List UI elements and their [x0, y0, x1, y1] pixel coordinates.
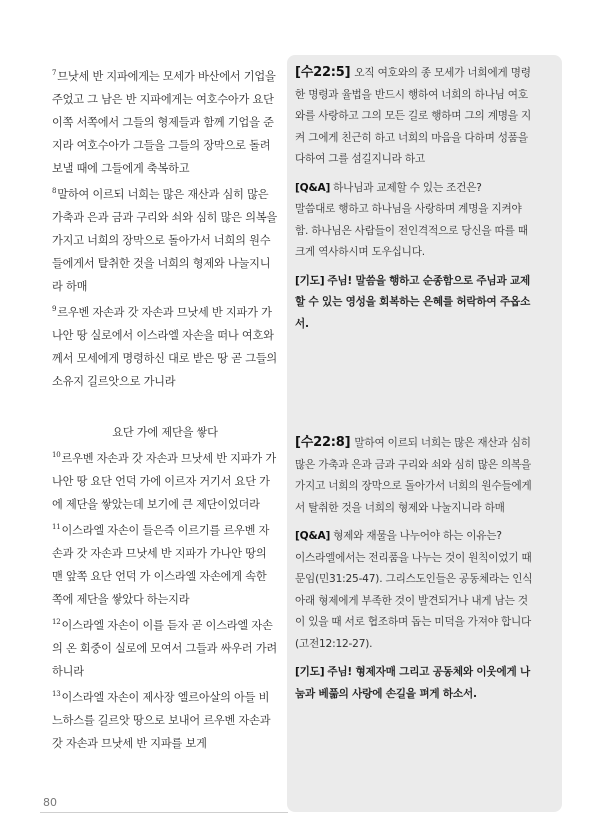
section-title: 요단 가에 제단을 쌓다: [112, 426, 218, 439]
verse-text: 르우벤 자손과 갓 자손과 므낫세 반 지파가 가나안 땅 실로에서 이스라엘 자손을 떠나 여호와께서 모세에게 명령하신 대로 받은 땅 곧 그들의 소유지 길르앗으로 가니라: [52, 306, 278, 388]
verse-7: [52, 62, 278, 180]
prayer-text: 주님! 형제자매 그리고 공동체와 이웃에게 나눔과 베풂의 사랑에 손길을 펴게 하소서.: [295, 666, 531, 700]
qa-tag: [Q&A]: [295, 181, 331, 194]
verse-note: [295, 432, 535, 519]
footer-divider: [40, 812, 288, 813]
qa-answer: 이스라엘에서는 전리품을 나누는 것이 원칙이었기 때문임(민31:25-47). 그리스도인들은 공동체라는 인식 아래 형제에게 부족한 것이 발견되거나 내게 남는 것이 있을 때 서로 협조하며 돕는 미덕을 가져야 합니다(고전12:12-27).: [295, 551, 533, 650]
qa-question: 하나님과 교제할 수 있는 조건은?: [333, 181, 482, 194]
verse-text: 르우벤 자손과 갓 자손과 므낫세 반 지파가 가나안 땅 요단 언덕 가에 이르자 거기서 요단 가에 제단을 쌓았는데 보기에 큰 제단이었더라: [52, 452, 276, 511]
page-number: 80: [43, 796, 57, 809]
verse-reference: [수22:8]: [295, 435, 351, 450]
verse-number: 8: [52, 187, 57, 195]
scripture-column: [52, 62, 278, 755]
verse-note: [295, 62, 535, 171]
verse-10: [52, 444, 278, 516]
verse-text: 이스라엘 자손이 들은즉 이르기를 르우벤 자손과 갓 자손과 므낫세 반 지파가 가나안 땅의 맨 앞쪽 요단 언덕 가 이스라엘 자손에게 속한 쪽에 제단을 쌓았다 하는지라: [52, 524, 270, 606]
prayer-tag: [기도]: [295, 666, 325, 678]
prayer-block: [295, 271, 535, 336]
verse-reference: [수22:5]: [295, 65, 351, 80]
verse-number: 10: [52, 451, 61, 459]
commentary-group-1: [295, 62, 535, 342]
verse-text: 이스라엘 자손이 이를 듣자 곧 이스라엘 자손의 온 회중이 실로에 모여서 그들과 싸우러 가려 하니라: [52, 619, 278, 678]
commentary-group-2: [295, 432, 535, 712]
verse-number: 11: [52, 523, 61, 531]
verse-9: [52, 298, 278, 393]
verse-12: [52, 611, 278, 683]
verse-text: 이스라엘 자손이 제사장 엘르아살의 아들 비느하스를 길르앗 땅으로 보내어 르우벤 자손과 갓 자손과 므낫세 반 지파를 보게: [52, 691, 271, 750]
verse-number: 12: [52, 618, 61, 626]
verse-number: 7: [52, 69, 57, 77]
verse-number: 13: [52, 690, 61, 698]
qa-block: [295, 526, 535, 655]
qa-question: 형제와 재물을 나누어야 하는 이유는?: [333, 530, 502, 542]
qa-answer: 말씀대로 행하고 하나님을 사랑하며 계명을 지켜야 함. 하나님은 사람들이 전인격적으로 당신을 따를 때 크게 역사하시며 도우십니다.: [295, 203, 528, 258]
prayer-tag: [기도]: [295, 274, 325, 287]
verse-13: [52, 683, 278, 755]
verse-8: [52, 180, 278, 298]
verse-11: [52, 516, 278, 611]
verse-note-text: 말하여 이르되 너희는 많은 재산과 심히 많은 가축과 은과 금과 구리와 쇠와 심히 많은 의복을 가지고 너희의 장막으로 돌아가서 너희의 원수들에게서 탈취한 것을 너희의 형제와 나눌지니라 하매: [295, 437, 532, 514]
prayer-text: 주님! 말씀을 행하고 순종함으로 주님과 교제할 수 있는 영성을 회복하는 은혜를 허락하여 주옵소서.: [295, 274, 531, 330]
verse-text: 므낫세 반 지파에게는 모세가 바산에서 기업을 주었고 그 남은 반 지파에게는 여호수아가 요단 이쪽 서쪽에서 그들의 형제들과 함께 기업을 준지라 여호수아가 그들을 그들의 장막으로 돌려보낼 때에 그들에게 축복하고: [52, 70, 276, 175]
prayer-block: [295, 662, 535, 705]
verse-text: 말하여 이르되 너희는 많은 재산과 심히 많은 가축과 은과 금과 구리와 쇠와 심히 많은 의복을 가지고 너희의 장막으로 돌아가서 너희의 원수들에게서 탈취한 것을 너희의 형제와 나눌지니라 하매: [52, 188, 278, 293]
verse-number: 9: [52, 305, 57, 313]
qa-block: [295, 178, 535, 264]
qa-tag: [Q&A]: [295, 530, 331, 542]
verse-note-text: 오직 여호와의 종 모세가 너희에게 명령한 명령과 율법을 반드시 행하여 너희의 하나님 여호와를 사랑하고 그의 모든 길로 행하며 그의 계명을 지켜 그에게 친근히 하고 너희의 마음을 다하며 성품을 다하여 그를 섬길지니라 하고: [295, 67, 532, 165]
